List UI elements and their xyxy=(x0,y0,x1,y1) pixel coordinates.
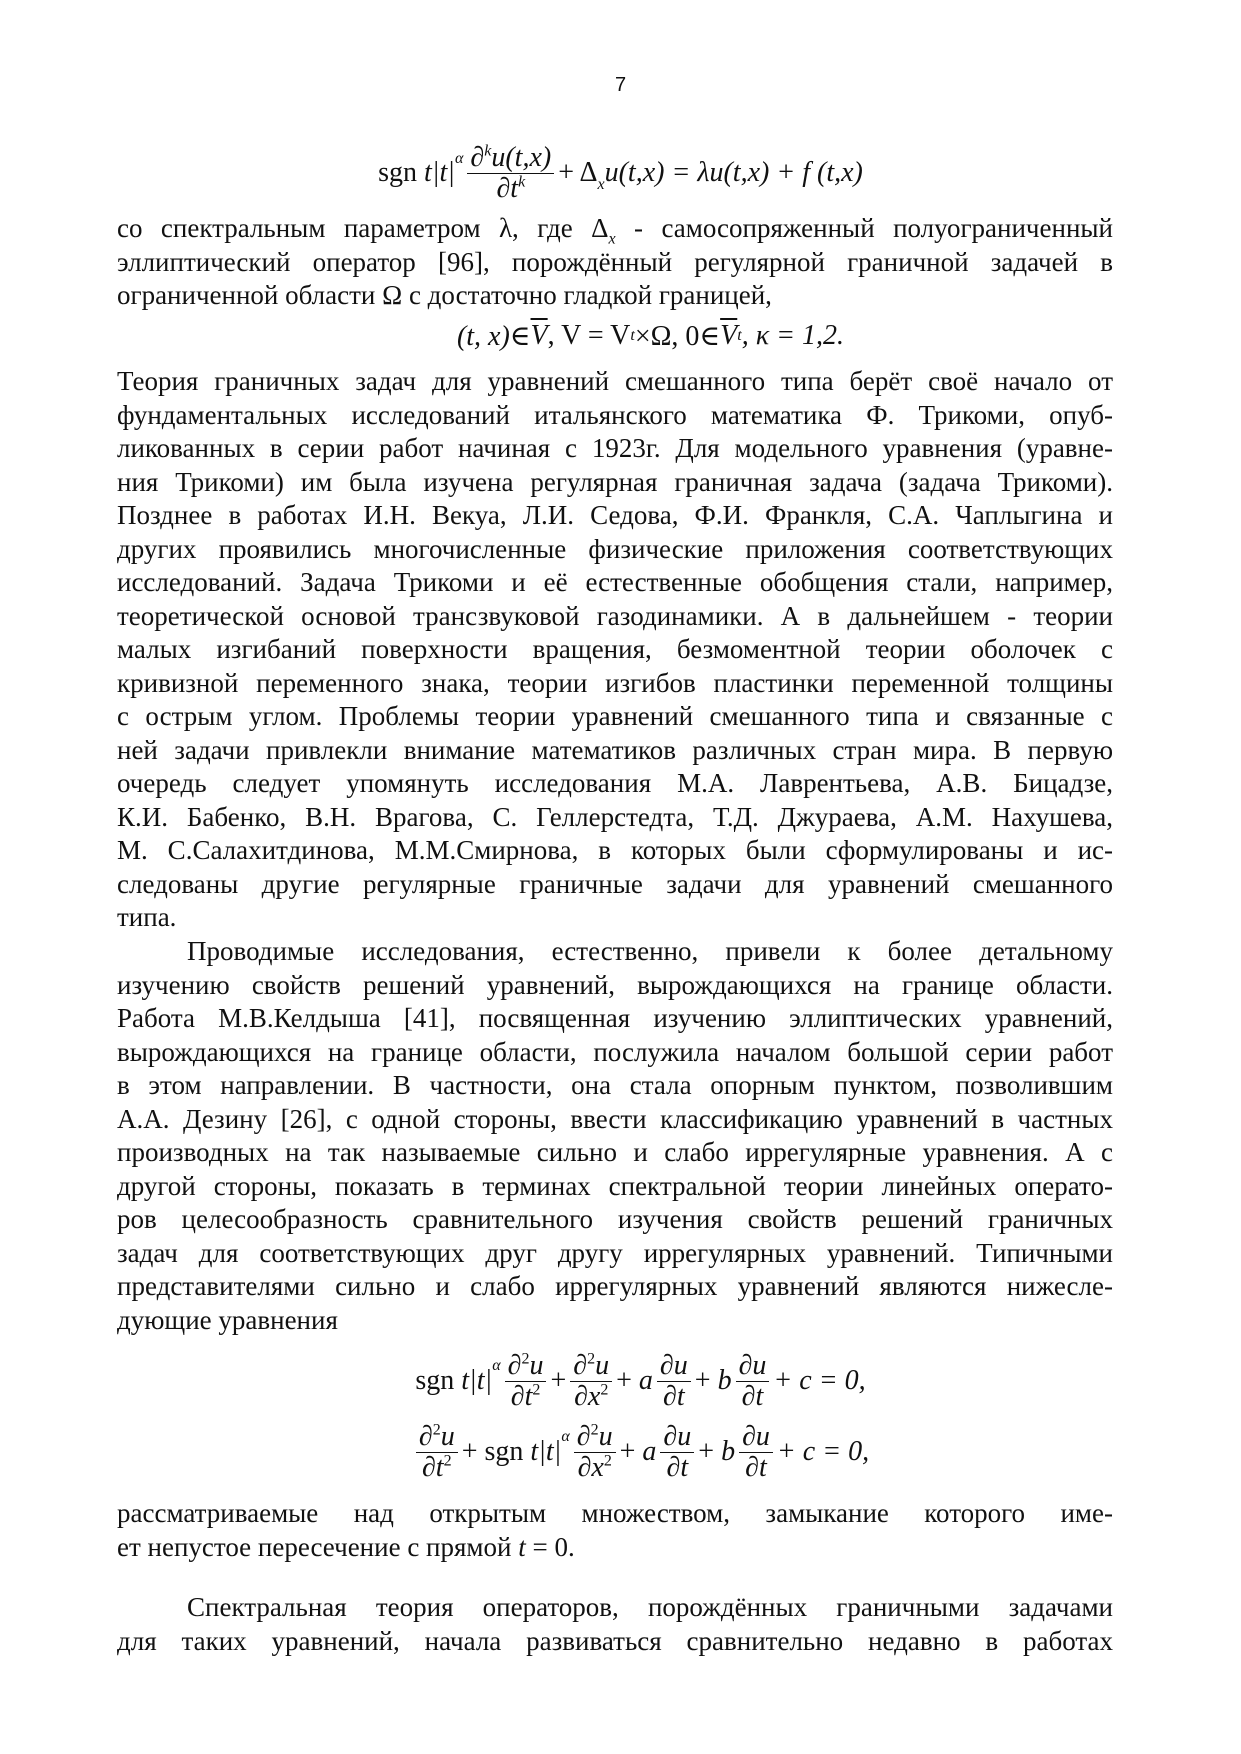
eq-text: , V = V xyxy=(547,320,631,351)
eq-text: u xyxy=(440,1421,455,1453)
text-line: Позднее в работах И.Н. Векуа, Л.И. Седова, Ф.И. Франкля, С.А. Чаплыгина и xyxy=(117,500,1113,530)
text-line: других проявились многочисленные физические приложения соответствующих xyxy=(117,533,1113,564)
eq-text: ∂x xyxy=(577,1451,604,1483)
eq-text: t xyxy=(530,1436,539,1467)
text-line xyxy=(117,212,1113,246)
eq-text: + xyxy=(550,1365,567,1396)
equation-1 xyxy=(0,138,1241,208)
eq-text: α xyxy=(492,1357,501,1374)
eq-text: b xyxy=(721,1436,736,1467)
text-line: Работа М.В.Келдыша [41], посвященная изучению эллиптических уравнений, xyxy=(117,1003,1113,1033)
eq-text: ∂ xyxy=(576,1421,591,1453)
eq-text: b xyxy=(717,1365,732,1396)
text-line: ров целесообразность сравнительного изучения свойств решений граничных xyxy=(117,1204,1113,1234)
eq-text: u xyxy=(595,1350,610,1382)
eq-text: ×Ω, 0∈ xyxy=(634,321,721,352)
eq-text: ∂ xyxy=(573,1350,588,1382)
eq-text: t xyxy=(461,1365,470,1396)
text-line: фундаментальных исследований итальянского математика Ф. Трикоми, опуб- xyxy=(117,399,1113,430)
text-span: t xyxy=(518,1531,526,1562)
text-line: ограниченной области Ω с достаточно гладкой границей, xyxy=(117,280,772,310)
text-line: очередь следует упомянуть исследования М.А. Лаврентьева, А.В. Бицадзе, xyxy=(117,768,1113,798)
eq-text: (t, x)∈ xyxy=(456,321,531,352)
eq-text: t xyxy=(737,327,742,344)
eq-text: ∂u xyxy=(657,1351,691,1381)
eq-text: , κ = 1,2. xyxy=(741,320,845,351)
eq-text: $\overline{V}$ xyxy=(720,320,738,351)
text-line: ликованных в серии работ начиная с 1923г. Для модельного уравнения (уравне- xyxy=(117,433,1113,463)
paragraph-5 xyxy=(117,1591,1113,1658)
text-line: ней задачи привлекли внимание математиков различных стран мира. В первую xyxy=(117,734,1113,765)
eq-text: ∂u xyxy=(660,1422,694,1452)
eq-text: ∂t xyxy=(421,1451,444,1483)
text-line: исследований. Задача Трикоми и её естественные обобщения стали, например, xyxy=(117,567,1113,597)
eq-text: |t| xyxy=(469,1365,493,1396)
eq-text: u xyxy=(529,1350,544,1382)
eq-text: + xyxy=(694,1365,711,1396)
text-line: Спектральная теория операторов, порождённых граничными задачами xyxy=(187,1592,1113,1622)
eq-text: ∂t xyxy=(745,1451,767,1483)
fraction xyxy=(416,1422,458,1482)
text-line: следованы другие регулярные граничные задачи для уравнений смешанного xyxy=(117,868,1113,899)
eq-text: ∂ xyxy=(507,1350,522,1382)
eq-text: + xyxy=(619,1436,636,1467)
text-line: изучению свойств решений уравнений, вырождающихся на границе области. xyxy=(117,969,1113,1000)
eq-text: α xyxy=(455,150,464,167)
eq-text: 2 xyxy=(432,1421,441,1439)
text-line: ния Трикоми) им была изучена регулярная граничная задача (задача Трикоми). xyxy=(117,466,1113,497)
fraction xyxy=(570,1351,612,1411)
eq-text: $\overline{V}$ xyxy=(530,320,548,351)
text-line: рассматриваемые над открытым множеством, замыкание которого име- xyxy=(117,1498,1113,1528)
text-line: типа. xyxy=(117,902,177,932)
text-line: Проводимые исследования, естественно, привели к более детальному xyxy=(187,936,1113,966)
eq-text: + c = 0, xyxy=(773,1365,866,1396)
eq-text: + c = 0, xyxy=(776,1436,870,1467)
eq-text: sgn xyxy=(415,1365,455,1396)
text-span: ет непустое пересечение с прямой xyxy=(117,1531,519,1562)
fraction xyxy=(736,1351,770,1411)
text-line: теоретической основой трансзвуковой газодинамики. А в дальнейшем - теории xyxy=(117,600,1113,631)
text-line: представителями сильно и слабо иррегулярных уравнений являются нижесле- xyxy=(117,1271,1113,1301)
eq-text: ∂ xyxy=(470,142,485,174)
page-number: 7 xyxy=(614,74,627,96)
eq-text: ∂t xyxy=(496,172,519,204)
eq-text: + xyxy=(461,1436,478,1467)
text-line xyxy=(117,1531,1113,1565)
text-line: задач для соответствующих друг другу иррегулярных уравнений. Типичными xyxy=(117,1237,1113,1268)
eq-text: + xyxy=(698,1436,715,1467)
fraction xyxy=(467,143,554,203)
paragraph-1 xyxy=(117,212,1113,313)
paragraph-4 xyxy=(117,1497,1113,1564)
text-line: дующие уравнения xyxy=(117,1304,338,1335)
eq-text: x xyxy=(597,176,605,193)
eq-text: a xyxy=(638,1365,653,1396)
fraction xyxy=(574,1422,616,1482)
eq-text: |t| xyxy=(538,1436,562,1467)
eq-text: t xyxy=(424,157,432,188)
text-line: А.А. Дезину [26], с одной стороны, ввести классификацию уравнений в частных xyxy=(117,1103,1113,1134)
eq-text: + xyxy=(616,1365,632,1396)
text-line: для таких уравнений, начала развиваться сравнительно недавно в работах xyxy=(117,1625,1113,1656)
eq-text: ∂t xyxy=(741,1380,764,1412)
fraction xyxy=(739,1422,773,1482)
eq-text: ∂ xyxy=(418,1421,433,1453)
text-line: вырождающихся на границе области, послужила началом большой серии работ xyxy=(117,1036,1113,1067)
eq-text: α xyxy=(561,1428,570,1445)
eq-text: t xyxy=(630,327,635,344)
eq-text: sgn xyxy=(378,157,418,188)
equation-3 xyxy=(0,1345,1241,1417)
eq-text: k xyxy=(484,142,492,160)
text-line: с острым углом. Проблемы теории уравнений смешанного типа и связанные с xyxy=(117,701,1113,731)
eq-text: ∂x xyxy=(574,1380,601,1412)
text-line: другой стороны, показать в терминах спектральной теории линейных операто- xyxy=(117,1170,1113,1201)
eq-text: u(t,x) = λu(t,x) + f (t,x) xyxy=(604,157,863,188)
fraction xyxy=(660,1422,694,1482)
eq-text: 2 xyxy=(603,1452,612,1470)
text-line: в этом направлении. В частности, она стала опорным пунктом, позволившим xyxy=(117,1070,1113,1100)
eq-text: + Δ xyxy=(558,157,598,188)
text-line: малых изгибаний поверхности вращения, безмоментной теории оболочек с xyxy=(117,634,1113,664)
text-span: x xyxy=(608,230,616,248)
eq-text: 2 xyxy=(590,1421,599,1439)
text-span: - самосопряженный полуограниченный xyxy=(615,213,1113,243)
text-line: эллиптический оператор [96], порождённый регулярной граничной задачей в xyxy=(117,246,1113,277)
paragraph-3 xyxy=(117,935,1113,1337)
eq-text: 2 xyxy=(443,1452,452,1470)
eq-text: ∂t xyxy=(510,1380,533,1412)
equation-4 xyxy=(0,1416,1241,1488)
text-span: со спектральным параметром λ, где Δ xyxy=(117,213,609,243)
text-line: К.И. Бабенко, В.Н. Врагова, С. Геллерстедта, Т.Д. Джураева, А.М. Нахушева, xyxy=(117,801,1113,832)
eq-text: |t| xyxy=(431,157,455,188)
eq-text: ∂u xyxy=(739,1422,773,1452)
text-line: М. С.Салахитдинова, М.М.Смирнова, в которых были сформулированы и ис- xyxy=(117,835,1113,865)
text-line: производных на так называемые сильно и слабо иррегулярные уравнения. А с xyxy=(117,1137,1113,1167)
eq-text: u(t,x) xyxy=(491,142,552,174)
eq-text: 2 xyxy=(521,1350,530,1368)
eq-text: u xyxy=(598,1421,613,1453)
equation-2 xyxy=(0,316,1241,356)
text-line: кривизной переменного знака, теории изгибов пластинки переменной толщины xyxy=(117,667,1113,698)
eq-text: ∂t xyxy=(666,1451,689,1483)
paragraph-2 xyxy=(117,365,1113,935)
fraction xyxy=(657,1351,691,1411)
eq-text: ∂t xyxy=(663,1380,685,1412)
text-span: = 0. xyxy=(525,1531,575,1562)
eq-text: a xyxy=(642,1436,657,1467)
text-line: Теория граничных задач для уравнений смешанного типа берёт своё начало от xyxy=(117,366,1113,396)
eq-text: k xyxy=(518,173,526,191)
eq-text: sgn xyxy=(484,1436,524,1467)
eq-text: 2 xyxy=(587,1350,596,1368)
eq-text: 2 xyxy=(532,1381,541,1399)
eq-text: ∂u xyxy=(736,1351,770,1381)
eq-text: 2 xyxy=(600,1381,609,1399)
fraction xyxy=(505,1351,547,1411)
